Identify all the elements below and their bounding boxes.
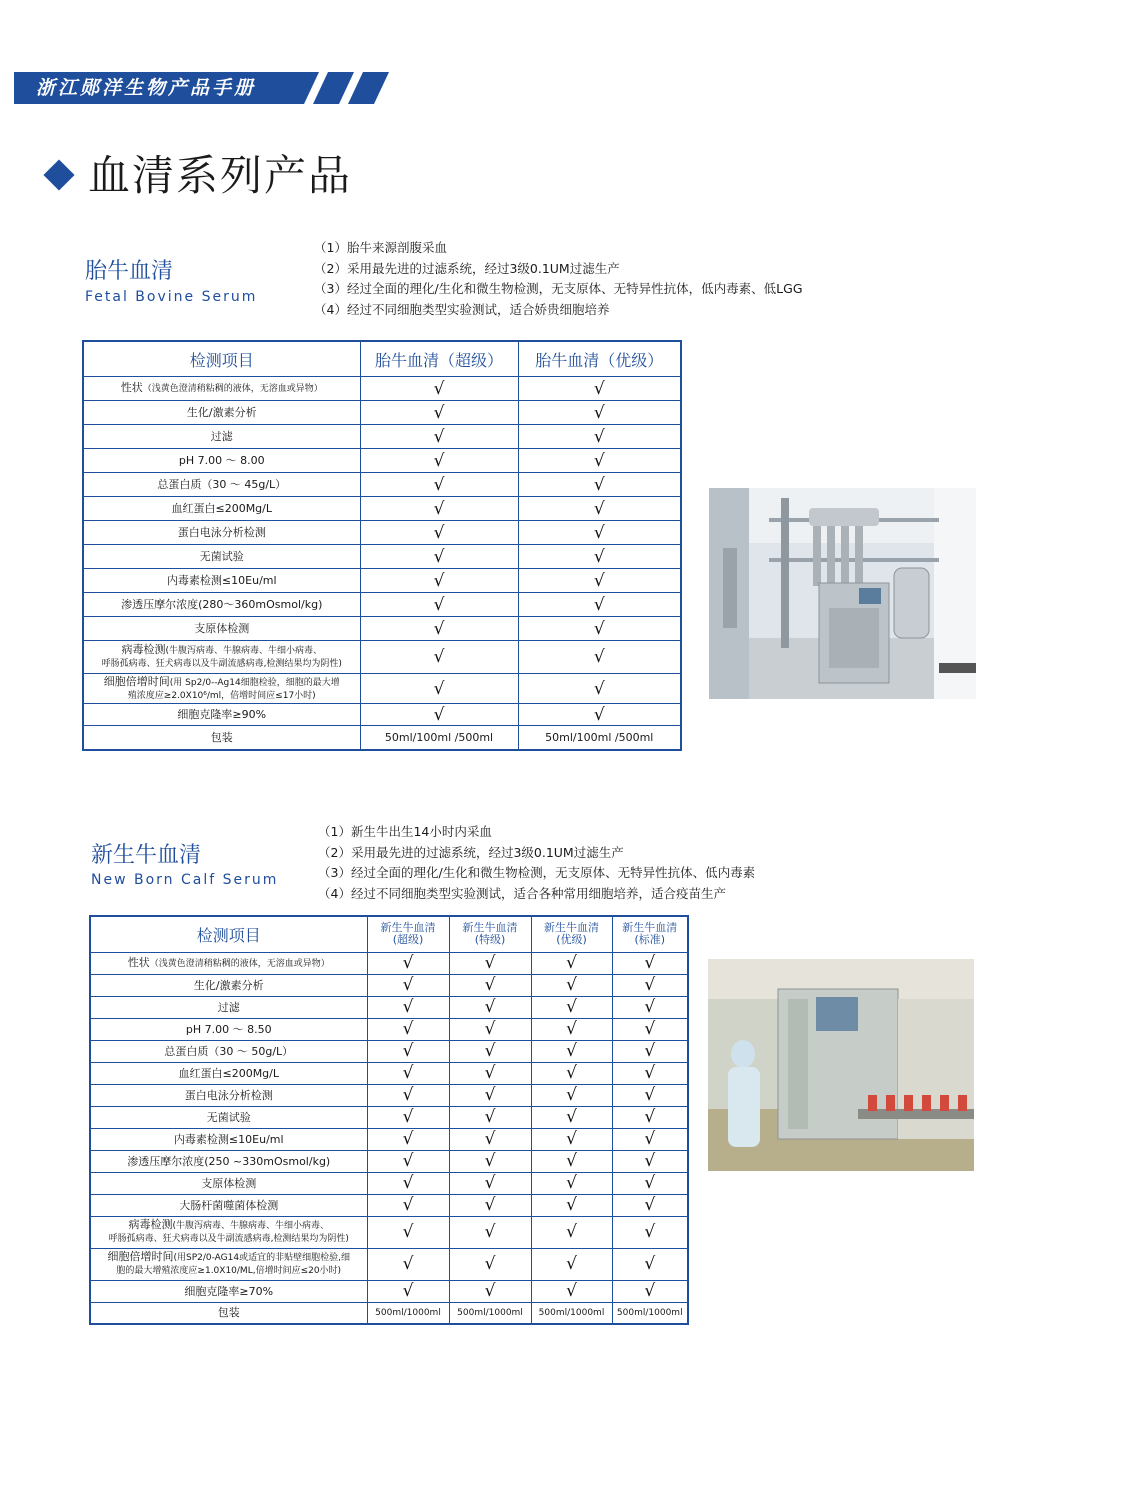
test-item-name: 支原体检测 [194, 622, 250, 635]
header-product: 新生牛血清 (特级) [449, 916, 531, 952]
test-item-name: 蛋白电泳分析检测 [177, 526, 266, 539]
test-item-name: 渗透压摩尔浓度(280～360mOsmol/kg) [121, 598, 323, 611]
test-item-cell [90, 1172, 367, 1194]
table-row [90, 1248, 688, 1280]
fbs-name-en: Fetal Bovine Serum [85, 289, 258, 305]
test-item-cell [83, 425, 360, 449]
test-item-cell [90, 1216, 367, 1248]
packaging-value: 500ml/1000ml [612, 1302, 688, 1324]
check-mark: √ [531, 1128, 612, 1150]
test-item-cell [90, 1128, 367, 1150]
check-mark: √ [360, 401, 518, 425]
check-mark: √ [518, 545, 681, 569]
check-mark: √ [449, 1040, 531, 1062]
fbs-table-body [83, 377, 681, 750]
check-mark: √ [518, 641, 681, 674]
test-item-name: 支原体检测 [201, 1176, 257, 1190]
test-item-cell [90, 1062, 367, 1084]
test-item-cell [83, 704, 360, 726]
test-item-note: (牛腹泻病毒、牛腺病毒、牛细小病毒、 [172, 1221, 329, 1231]
test-item-cell [90, 1084, 367, 1106]
check-mark: √ [612, 1150, 688, 1172]
check-mark: √ [367, 1040, 449, 1062]
test-item-cell [90, 952, 367, 974]
table-row-packaging [83, 726, 681, 750]
test-item-cell [90, 1018, 367, 1040]
nbcs-table-body [90, 952, 688, 1324]
test-item-name: 大肠杆菌噬菌体检测 [179, 1198, 279, 1212]
check-mark: √ [612, 1128, 688, 1150]
feature-item: （4）经过不同细胞类型实验测试，适合各种常用细胞培养，适合疫苗生产 [318, 885, 726, 901]
check-mark: √ [449, 952, 531, 974]
check-mark: √ [449, 974, 531, 996]
test-item-cell [83, 449, 360, 473]
table-row [83, 521, 681, 545]
check-mark: √ [449, 1106, 531, 1128]
table-row [90, 1018, 688, 1040]
nbcs-cleanroom-photo [708, 959, 974, 1171]
table-row [83, 377, 681, 401]
check-mark: √ [518, 593, 681, 617]
check-mark: √ [612, 996, 688, 1018]
check-mark: √ [367, 1194, 449, 1216]
test-item-name: 细胞克隆率≥90% [177, 708, 267, 721]
check-mark: √ [518, 569, 681, 593]
test-item-cell [83, 674, 360, 704]
table-row-packaging [90, 1302, 688, 1324]
check-mark: √ [367, 996, 449, 1018]
test-item-note: （浅黄色澄清稍粘稠的液体，无溶血或异物） [142, 384, 323, 394]
check-mark: √ [360, 545, 518, 569]
test-item-cell [90, 996, 367, 1018]
test-item-cell [83, 473, 360, 497]
feature-item: （2）采用最先进的过滤系统，经过3级0.1UM过滤生产 [314, 260, 620, 276]
test-item-cell [90, 1280, 367, 1302]
check-mark: √ [360, 449, 518, 473]
header-item: 检测项目 [90, 916, 367, 952]
test-item-name: 内毒素检测≤10Eu/ml [166, 574, 277, 587]
table-header-row [90, 916, 688, 952]
check-mark: √ [360, 473, 518, 497]
packaging-label: 包装 [83, 726, 360, 750]
check-mark: √ [360, 521, 518, 545]
check-mark: √ [367, 1248, 449, 1280]
check-mark: √ [449, 1084, 531, 1106]
header-product: 胎牛血清（超级） [360, 341, 518, 377]
check-mark: √ [367, 1150, 449, 1172]
test-item-name: 病毒检测 [121, 643, 166, 656]
packaging-label: 包装 [90, 1302, 367, 1324]
table-row [83, 593, 681, 617]
table-header-row [83, 341, 681, 377]
header-product: 新生牛血清 (超级) [367, 916, 449, 952]
fbs-production-photo [709, 488, 976, 699]
check-mark: √ [518, 377, 681, 401]
check-mark: √ [612, 1216, 688, 1248]
test-item-cell [90, 1248, 367, 1280]
table-row [83, 473, 681, 497]
header-banner [14, 72, 394, 104]
test-item-name: 内毒素检测≤10Eu/ml [173, 1132, 284, 1146]
feature-item: （3）经过全面的理化/生化和微生物检测，无支原体、无特异性抗体、低内毒素 [318, 865, 756, 880]
check-mark: √ [449, 1216, 531, 1248]
table-row [83, 617, 681, 641]
table-row [83, 569, 681, 593]
table-row [90, 1280, 688, 1302]
test-item-cell [83, 641, 360, 674]
check-mark: √ [531, 996, 612, 1018]
table-row [90, 1150, 688, 1172]
check-mark: √ [531, 1106, 612, 1128]
nbcs-name-cn: 新生牛血清 [91, 843, 202, 868]
test-item-cell [90, 1106, 367, 1128]
check-mark: √ [531, 1280, 612, 1302]
table-row [83, 545, 681, 569]
check-mark: √ [531, 1150, 612, 1172]
table-row [83, 425, 681, 449]
feature-item: （2）采用最先进的过滤系统，经过3级0.1UM过滤生产 [318, 844, 624, 860]
check-mark: √ [449, 1128, 531, 1150]
test-item-cell [83, 401, 360, 425]
check-mark: √ [367, 1062, 449, 1084]
check-mark: √ [367, 1018, 449, 1040]
check-mark: √ [449, 1248, 531, 1280]
feature-item: （4）经过不同细胞类型实验测试，适合娇贵细胞培养 [314, 301, 610, 317]
check-mark: √ [612, 1062, 688, 1084]
check-mark: √ [612, 974, 688, 996]
test-item-cell [90, 974, 367, 996]
test-item-name: 病毒检测 [128, 1218, 173, 1231]
check-mark: √ [360, 674, 518, 704]
check-mark: √ [449, 1018, 531, 1040]
check-mark: √ [449, 1194, 531, 1216]
check-mark: √ [360, 425, 518, 449]
check-mark: √ [531, 1062, 612, 1084]
test-item-cell [83, 545, 360, 569]
table-row [83, 704, 681, 726]
test-item-name: pH 7.00 ～ 8.00 [178, 454, 265, 467]
table-row [90, 1062, 688, 1084]
feature-item: （1）胎牛来源剖腹采血 [314, 240, 447, 255]
test-item-cell [83, 497, 360, 521]
packaging-value: 500ml/1000ml [531, 1302, 612, 1324]
check-mark: √ [531, 1040, 612, 1062]
test-item-cell [90, 1194, 367, 1216]
table-row [90, 1128, 688, 1150]
test-item-name: 生化/激素分析 [193, 978, 264, 992]
test-item-cell [83, 617, 360, 641]
nbcs-feature-list [318, 822, 755, 904]
test-item-name: 细胞倍增时间 [107, 1250, 174, 1263]
check-mark: √ [612, 1194, 688, 1216]
check-mark: √ [531, 952, 612, 974]
check-mark: √ [367, 974, 449, 996]
check-mark: √ [518, 617, 681, 641]
check-mark: √ [612, 1248, 688, 1280]
fbs-spec-table [82, 340, 682, 751]
check-mark: √ [449, 1062, 531, 1084]
check-mark: √ [612, 1280, 688, 1302]
table-row [90, 1194, 688, 1216]
check-mark: √ [360, 704, 518, 726]
check-mark: √ [531, 1216, 612, 1248]
check-mark: √ [612, 1018, 688, 1040]
diamond-bullet-icon [43, 159, 74, 190]
table-row [90, 974, 688, 996]
feature-item: （1）新生牛出生14小时内采血 [318, 824, 492, 839]
nbcs-name-en: New Born Calf Serum [91, 872, 279, 888]
table-row [90, 1084, 688, 1106]
check-mark: √ [367, 1106, 449, 1128]
check-mark: √ [449, 1172, 531, 1194]
test-item-cell [90, 1040, 367, 1062]
test-item-note: (用SP2/0-AG14或适宜的非贴壁细胞检验,细 [173, 1253, 350, 1263]
test-item-name: 性状 [120, 381, 143, 394]
check-mark: √ [612, 1106, 688, 1128]
check-mark: √ [367, 1280, 449, 1302]
check-mark: √ [360, 641, 518, 674]
feature-item: （3）经过全面的理化/生化和微生物检测，无支原体、无特异性抗体，低内毒素、低LGG [314, 281, 803, 296]
test-item-cell [90, 1150, 367, 1172]
test-item-cell [83, 377, 360, 401]
check-mark: √ [367, 1084, 449, 1106]
check-mark: √ [367, 1216, 449, 1248]
check-mark: √ [518, 704, 681, 726]
check-mark: √ [518, 521, 681, 545]
test-item-cell [83, 521, 360, 545]
table-row [90, 1106, 688, 1128]
check-mark: √ [360, 377, 518, 401]
test-item-name: pH 7.00 ～ 8.50 [185, 1022, 272, 1036]
check-mark: √ [360, 617, 518, 641]
test-item-cell [83, 569, 360, 593]
test-item-note: 殖浓度应≥2.0X10⁶/ml，倍增时间应≤17小时) [127, 690, 316, 701]
test-item-name: 总蛋白质（30 ～ 45g/L） [157, 478, 287, 491]
test-item-name: 细胞克隆率≥70% [184, 1284, 274, 1298]
table-row [90, 1216, 688, 1248]
test-item-name: 蛋白电泳分析检测 [184, 1088, 273, 1102]
check-mark: √ [518, 425, 681, 449]
check-mark: √ [518, 449, 681, 473]
test-item-note: （浅黄色澄清稍粘稠的液体，无溶血或异物） [149, 958, 330, 969]
check-mark: √ [449, 1280, 531, 1302]
check-mark: √ [531, 1084, 612, 1106]
header-product: 新生牛血清 (标准) [612, 916, 688, 952]
check-mark: √ [518, 497, 681, 521]
packaging-value: 500ml/1000ml [449, 1302, 531, 1324]
check-mark: √ [531, 974, 612, 996]
check-mark: √ [360, 569, 518, 593]
test-item-note: (用 Sp2/0--Ag14细胞检验，细胞的最大增 [169, 677, 340, 688]
test-item-name: 过滤 [217, 1000, 240, 1014]
test-item-cell [83, 593, 360, 617]
fbs-name-cn: 胎牛血清 [85, 259, 174, 284]
header-product: 新生牛血清 (优级) [531, 916, 612, 952]
check-mark: √ [449, 996, 531, 1018]
test-item-name: 细胞倍增时间 [103, 674, 170, 688]
fbs-feature-list [314, 238, 803, 320]
table-row [83, 674, 681, 704]
check-mark: √ [360, 593, 518, 617]
packaging-value: 500ml/1000ml [367, 1302, 449, 1324]
check-mark: √ [612, 952, 688, 974]
test-item-name: 血红蛋白≤200Mg/L [171, 502, 273, 515]
check-mark: √ [531, 1194, 612, 1216]
table-row [90, 1172, 688, 1194]
table-row [90, 1040, 688, 1062]
test-item-name: 渗透压摩尔浓度(250 ~330mOsmol/kg) [127, 1154, 331, 1168]
test-item-note: 胞的最大增殖浓度应≥1.0X10/ML,倍增时间应≤20小时) [116, 1266, 342, 1276]
table-row [83, 497, 681, 521]
table-row [83, 449, 681, 473]
check-mark: √ [531, 1172, 612, 1194]
nbcs-spec-table [89, 915, 689, 1325]
test-item-note: 呼肠孤病毒、狂犬病毒以及牛副流感病毒,检测结果均为阴性) [101, 659, 342, 669]
test-item-name: 过滤 [210, 430, 233, 443]
check-mark: √ [367, 1128, 449, 1150]
check-mark: √ [531, 1018, 612, 1040]
table-row [83, 401, 681, 425]
test-item-name: 无菌试验 [206, 1110, 251, 1124]
table-row [90, 996, 688, 1018]
check-mark: √ [518, 674, 681, 704]
test-item-name: 无菌试验 [199, 550, 244, 563]
check-mark: √ [518, 401, 681, 425]
test-item-name: 血红蛋白≤200Mg/L [178, 1066, 280, 1080]
check-mark: √ [612, 1040, 688, 1062]
check-mark: √ [367, 952, 449, 974]
test-item-name: 总蛋白质（30 ～ 50g/L） [164, 1044, 294, 1058]
header-item: 检测项目 [83, 341, 360, 377]
packaging-value: 50ml/100ml /500ml [518, 726, 681, 750]
packaging-value: 50ml/100ml /500ml [360, 726, 518, 750]
header-product: 胎牛血清（优级） [518, 341, 681, 377]
banner-text: 浙江郧洋生物产品手册 [36, 77, 257, 99]
check-mark: √ [531, 1248, 612, 1280]
table-row [90, 952, 688, 974]
test-item-note: (牛腹泻病毒、牛腺病毒、牛细小病毒、 [165, 646, 322, 656]
check-mark: √ [449, 1150, 531, 1172]
test-item-note: 呼肠孤病毒、狂犬病毒以及牛副流感病毒,检测结果均为阴性) [108, 1234, 349, 1244]
check-mark: √ [360, 497, 518, 521]
check-mark: √ [367, 1172, 449, 1194]
page-title: 血清系列产品 [88, 151, 353, 200]
check-mark: √ [518, 473, 681, 497]
check-mark: √ [612, 1172, 688, 1194]
test-item-name: 生化/激素分析 [186, 406, 257, 419]
test-item-name: 性状 [127, 955, 150, 969]
check-mark: √ [612, 1084, 688, 1106]
table-row [83, 641, 681, 674]
